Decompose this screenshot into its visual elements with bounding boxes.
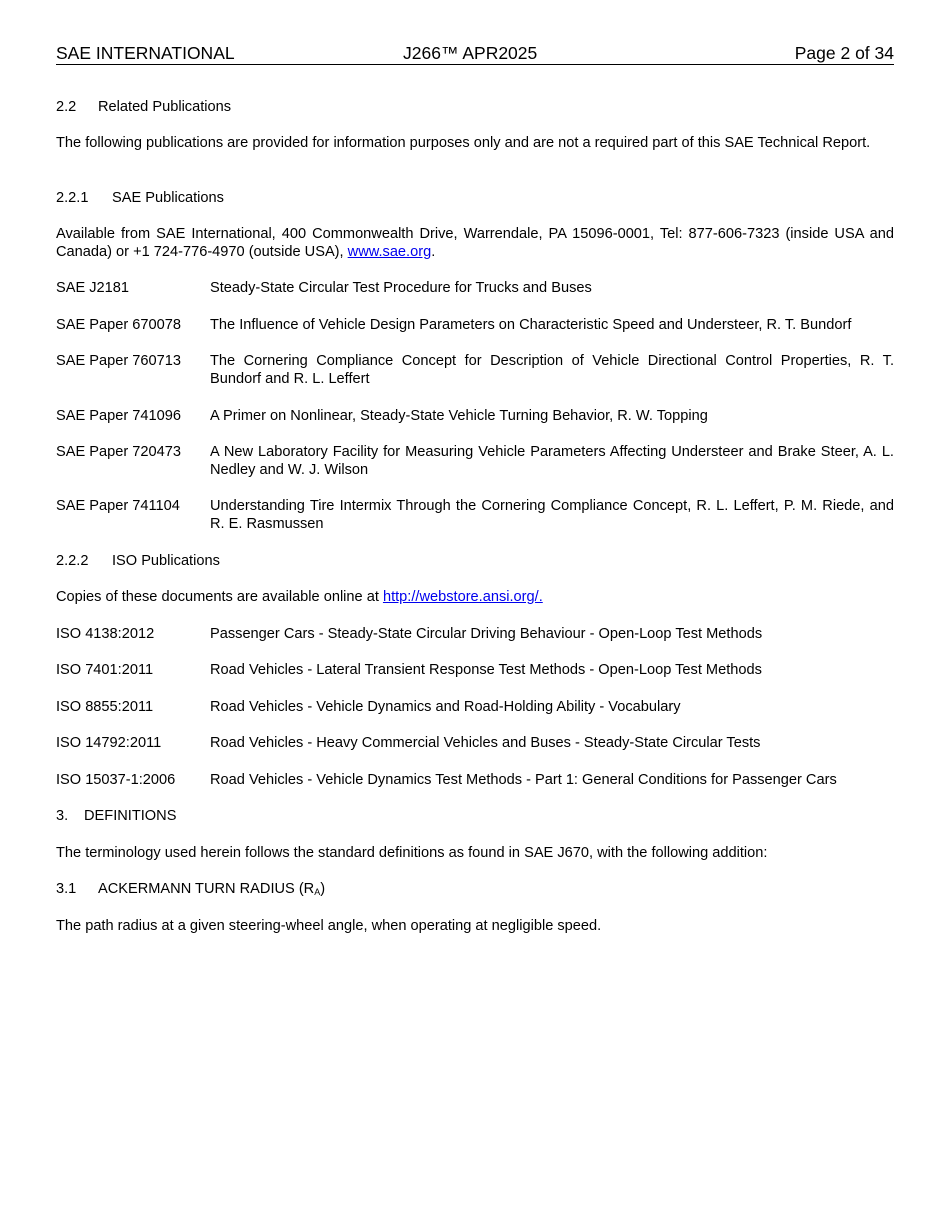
header-document-id: J266™ APR2025	[403, 43, 538, 63]
iso-availability-text: Copies of these documents are available online at	[56, 589, 383, 605]
section-number: 2.2.2	[56, 553, 89, 569]
heading-2-2-2	[56, 552, 894, 570]
section-number: 3.	[56, 808, 69, 824]
reference-entry	[56, 734, 894, 752]
reference-entry	[56, 661, 894, 679]
section-number: 2.2.1	[56, 190, 89, 206]
paragraph-iso-availability	[56, 588, 894, 606]
paragraph-terminology: The terminology used herein follows the standard definitions as found in SAE J670, with the following addition:	[56, 845, 768, 861]
reference-title: Road Vehicles - Lateral Transient Response Test Methods - Open-Loop Test Methods	[210, 662, 762, 678]
reference-title: Road Vehicles - Vehicle Dynamics Test Methods - Part 1: General Conditions for Passenger Cars	[210, 772, 837, 788]
reference-code: SAE Paper 670078	[56, 317, 181, 333]
reference-code: ISO 4138:2012	[56, 626, 155, 642]
reference-code: ISO 8855:2011	[56, 699, 154, 715]
section-title: ACKERMANN TURN RADIUS (R	[98, 881, 315, 897]
heading-3-1	[56, 880, 894, 901]
reference-title: Road Vehicles - Vehicle Dynamics and Road-Holding Ability - Vocabulary	[210, 699, 681, 715]
heading-2-2	[56, 98, 894, 116]
page-header	[56, 43, 894, 65]
reference-title: Road Vehicles - Heavy Commercial Vehicles and Buses - Steady-State Circular Tests	[210, 735, 761, 751]
reference-entry	[56, 443, 894, 479]
reference-title: Understanding Tire Intermix Through the Cornering Compliance Concept, R. L. Leffert, P. M. Riede, and R. E. Rasmussen	[210, 498, 894, 532]
reference-code: ISO 14792:2011	[56, 735, 162, 751]
paragraph-path-radius: The path radius at a given steering-wheel angle, when operating at negligible speed.	[56, 918, 602, 934]
reference-title: Passenger Cars - Steady-State Circular Driving Behaviour - Open-Loop Test Methods	[210, 626, 763, 642]
header-page-number: Page 2 of 34	[794, 43, 894, 63]
reference-code: SAE J2181	[56, 280, 130, 296]
section-title: SAE Publications	[112, 190, 224, 206]
reference-title: The Cornering Compliance Concept for Description of Vehicle Directional Control Properties, R. T. Bundorf and R. L. Leffert	[210, 353, 894, 387]
header-organization: SAE INTERNATIONAL	[56, 43, 235, 63]
sae-website-link[interactable]: www.sae.org	[347, 244, 432, 260]
reference-title: A New Laboratory Facility for Measuring Vehicle Parameters Affecting Understeer and Brake Steer, A. L. Nedley and W. J. Wilson	[210, 444, 894, 478]
reference-entry	[56, 698, 894, 716]
reference-entry	[56, 279, 894, 297]
ansi-webstore-link[interactable]: http://webstore.ansi.org/.	[382, 589, 543, 605]
closing-paren: )	[320, 881, 326, 897]
section-number: 2.2	[56, 99, 77, 115]
reference-entry	[56, 497, 894, 533]
sae-link-period: .	[431, 244, 436, 260]
reference-entry	[56, 407, 894, 425]
reference-entry	[56, 771, 894, 789]
subscript-a: A	[314, 887, 321, 897]
section-title: ISO Publications	[112, 553, 220, 569]
reference-entry	[56, 625, 894, 643]
reference-title: A Primer on Nonlinear, Steady-State Vehicle Turning Behavior, R. W. Topping	[210, 408, 708, 424]
reference-code: SAE Paper 720473	[56, 444, 181, 460]
reference-title: The Influence of Vehicle Design Parameters on Characteristic Speed and Understeer, R. T. Bundorf	[210, 317, 852, 333]
reference-title: Steady-State Circular Test Procedure for Trucks and Buses	[210, 280, 592, 296]
reference-code: ISO 7401:2011	[56, 662, 154, 678]
paragraph-sae-availability	[56, 225, 894, 261]
reference-code: ISO 15037-1:2006	[56, 772, 176, 788]
reference-code: SAE Paper 741104	[56, 498, 180, 514]
section-title: DEFINITIONS	[84, 808, 177, 824]
heading-3	[56, 807, 894, 825]
section-title: Related Publications	[98, 99, 232, 115]
section-number: 3.1	[56, 881, 77, 897]
sae-availability-text: Available from SAE International, 400 Commonwealth Drive, Warrendale, PA 15096-0001, Tel: 877-606-7323 (inside USA and Canada) or +1 724-776-4970 (outside USA),	[56, 226, 894, 260]
reference-entry	[56, 316, 894, 334]
reference-code: SAE Paper 760713	[56, 353, 181, 369]
paragraph-related-publications: The following publications are provided for information purposes only and are not a required part of this SAE Technical Report.	[56, 135, 871, 151]
heading-2-2-1	[56, 189, 894, 207]
reference-code: SAE Paper 741096	[56, 408, 181, 424]
reference-entry	[56, 352, 894, 388]
